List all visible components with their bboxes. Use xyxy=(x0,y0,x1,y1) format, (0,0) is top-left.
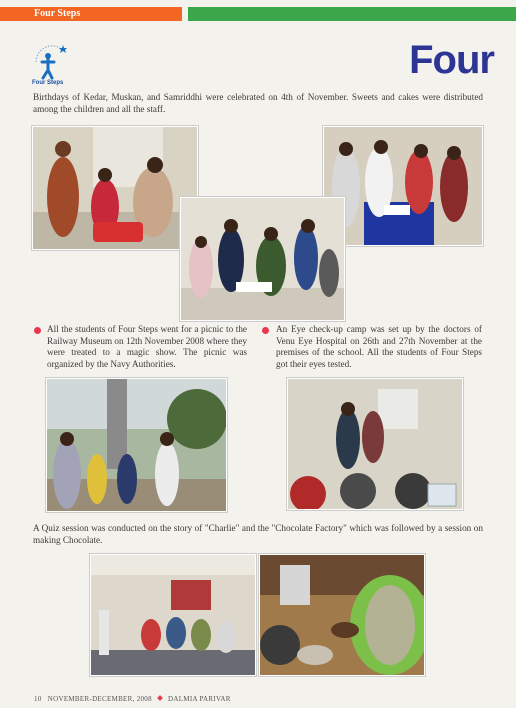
bullet-eye-camp xyxy=(262,327,269,334)
chocolate-making-photo xyxy=(259,554,425,676)
magazine-name: DALMIA PARIVAR xyxy=(168,695,231,703)
section-label: Four Steps xyxy=(34,8,81,19)
eye-camp-paragraph: An Eye check-up camp was set up by the doctors of Venu Eye Hospital on 26th and 27th November at the premises of the school. All the students of Four Steps got their eyes tested. xyxy=(276,324,482,369)
birthday-paragraph: Birthdays of Kedar, Muskan, and Samriddhi were celebrated on 4th of November. Sweets and cakes were distributed among the children and all the staff. xyxy=(33,92,483,114)
birthday-photo-3 xyxy=(180,197,345,321)
birthday-photo-2 xyxy=(323,126,483,246)
page-number: 10 xyxy=(34,695,42,703)
page-footer xyxy=(34,695,231,703)
birthday-photo-1 xyxy=(32,126,198,250)
logo-text: Four Steps xyxy=(32,80,64,86)
orange-bar xyxy=(0,7,182,21)
railway-museum-photo xyxy=(46,378,227,512)
picnic-paragraph: All the students of Four Steps went for a picnic to the Railway Museum on 12th November 2008 where they were treated to a magic show. The picnic was organized by the Navy Authorities. xyxy=(47,324,247,369)
top-section-bar xyxy=(0,7,516,21)
quiz-session-photo xyxy=(90,554,256,676)
eye-camp-photo xyxy=(287,378,463,510)
issue-date: NOVEMBER-DECEMBER, 2008 xyxy=(47,695,152,703)
page-title: Four xyxy=(409,38,494,82)
green-bar xyxy=(188,7,516,21)
bullet-picnic xyxy=(34,327,41,334)
quiz-paragraph: A Quiz session was conducted on the story of "Charlie" and the "Chocolate Factory" which was followed by a session on making Chocolate. xyxy=(33,523,483,545)
footer-diamond-icon xyxy=(157,695,163,701)
